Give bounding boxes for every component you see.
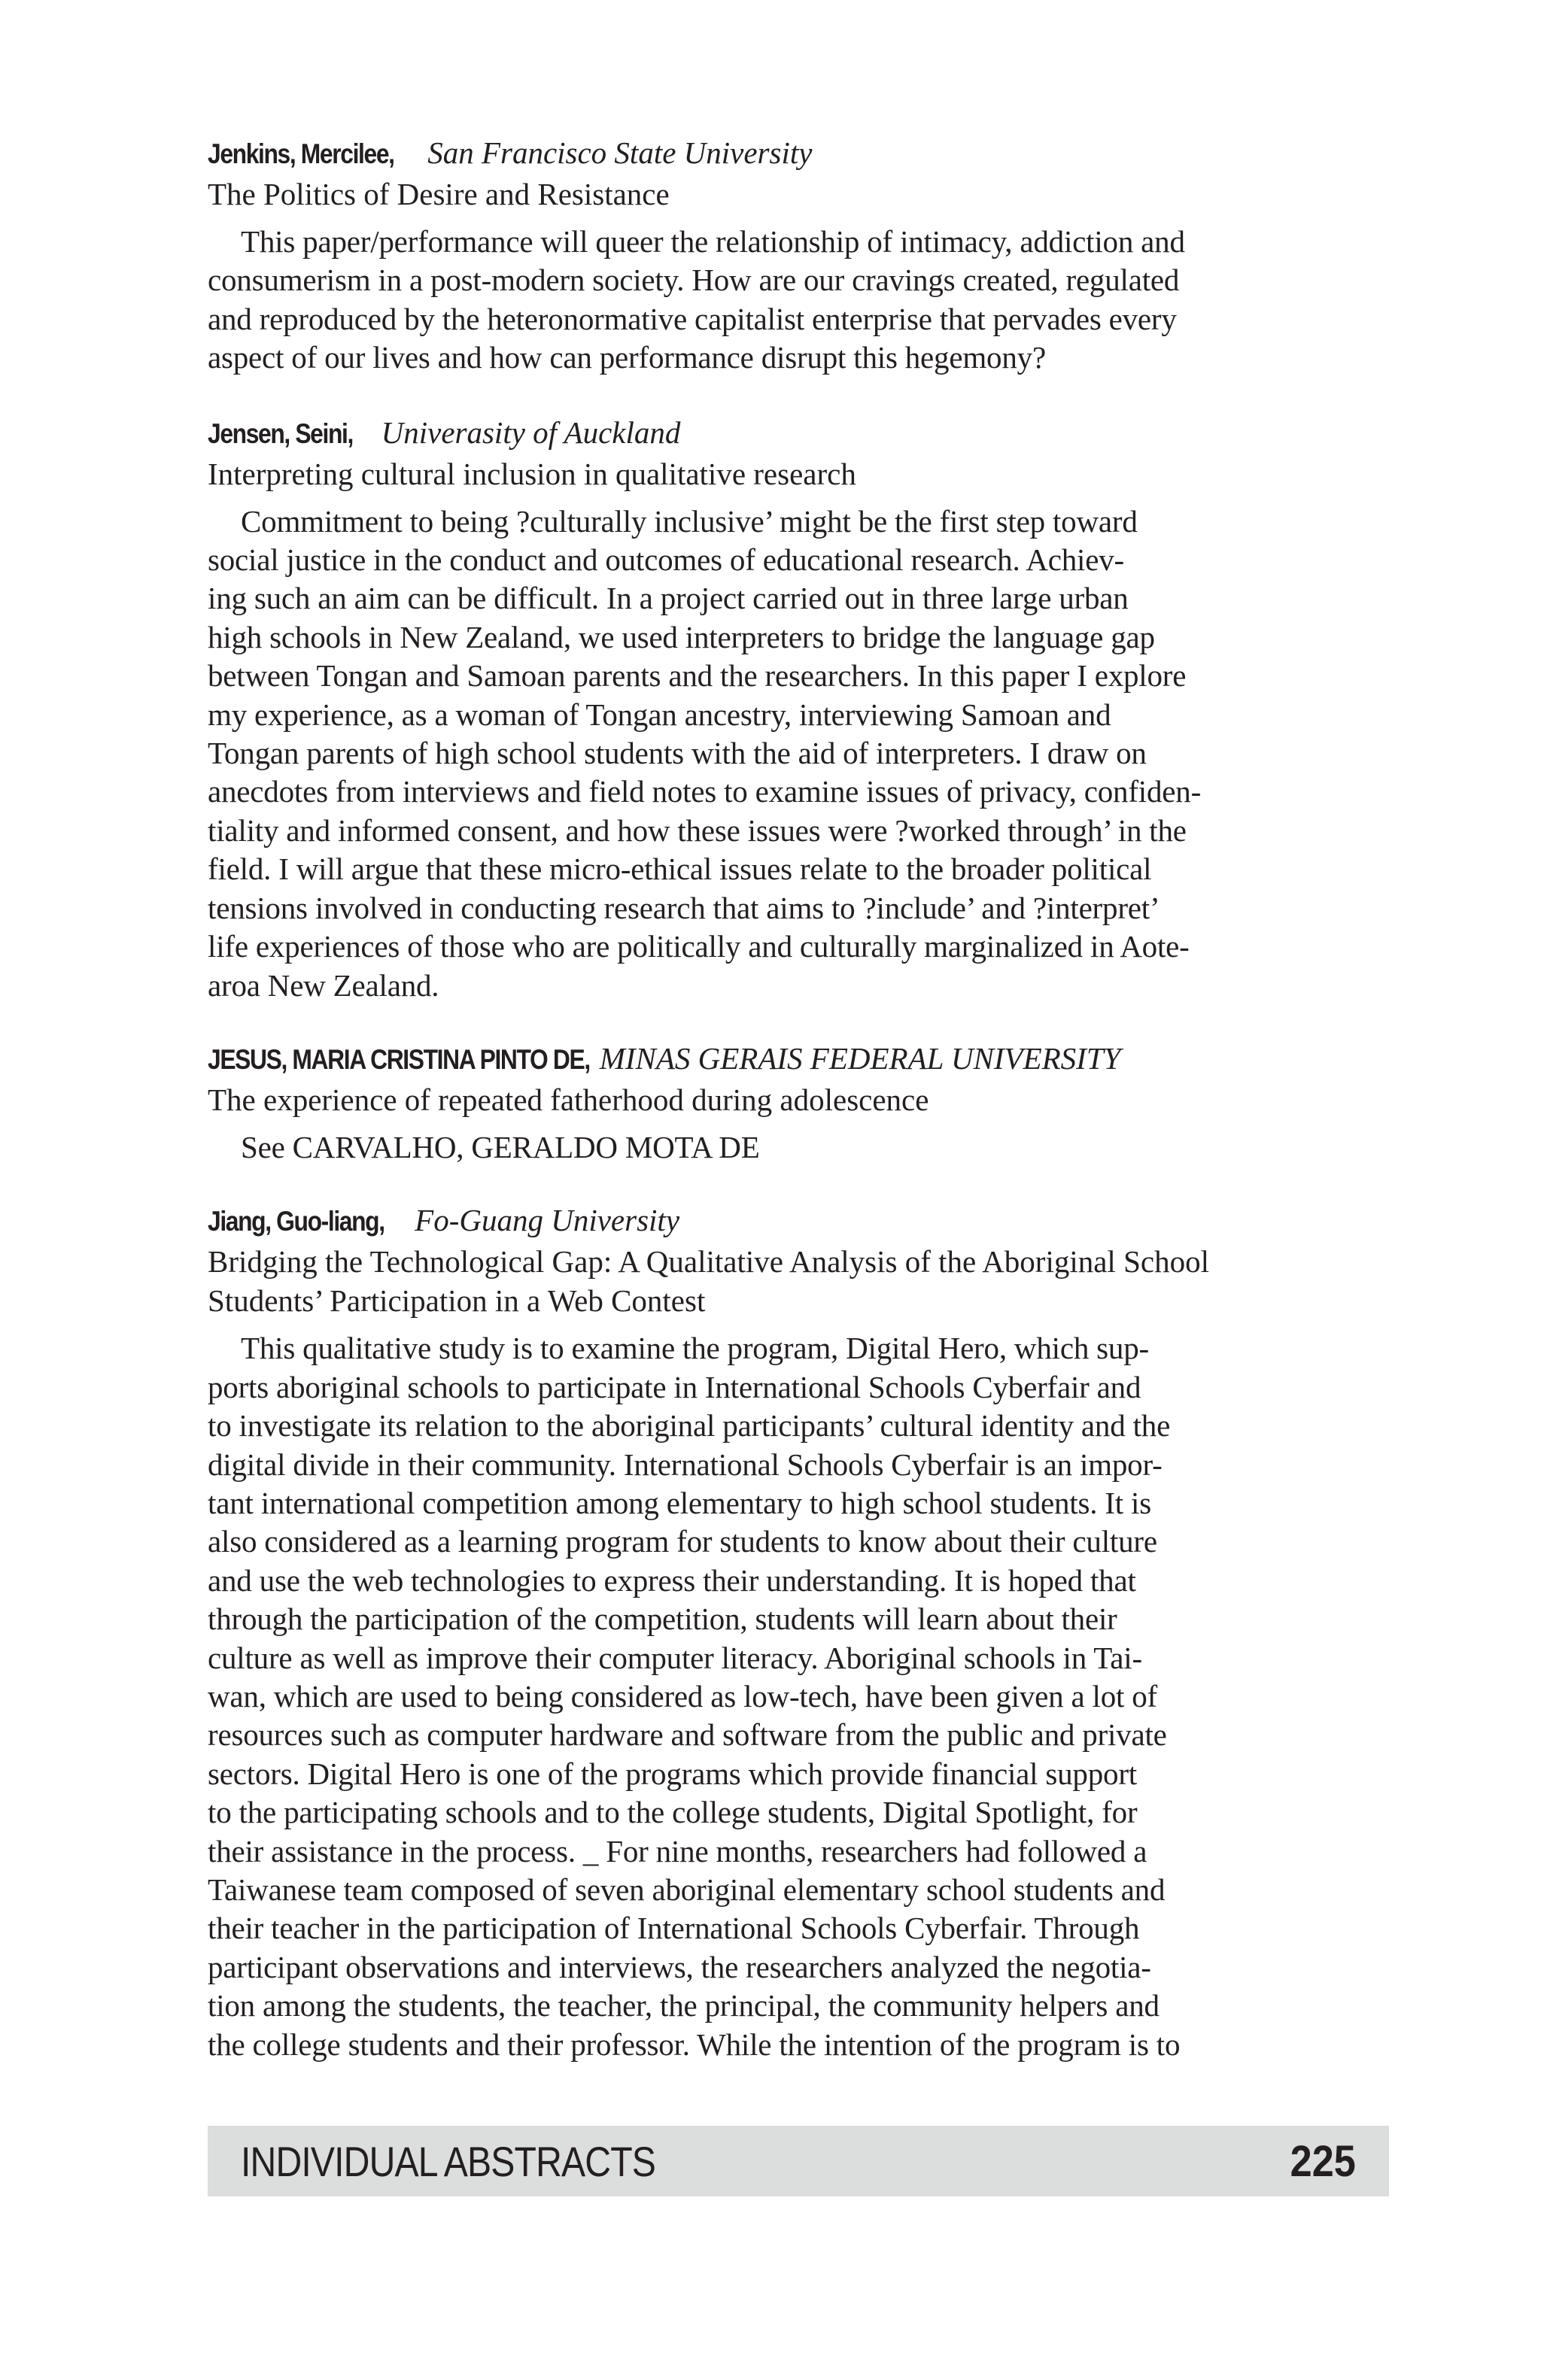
abstract-line: tion among the students, the teacher, the principal, the community helpers and	[208, 1988, 1160, 2023]
abstract-line: aroa New Zealand.	[208, 967, 439, 1003]
abstract-line: through the participation of the competition, students will learn about their	[208, 1601, 1117, 1637]
abstract-line: sectors. Digital Hero is one of the programs which provide financial support	[208, 1756, 1137, 1791]
abstract-line: field. I will argue that these micro-ethical issues relate to the broader political	[208, 852, 1152, 887]
abstract-entry-jesus	[208, 1038, 1389, 1167]
abstract-line: ports aboriginal schools to participate in International Schools Cyberfair and	[208, 1369, 1141, 1404]
abstract-line: social justice in the conduct and outcomes of educational research. Achiev-	[208, 542, 1124, 578]
abstract-line: participant observations and interviews, the researchers analyzed the negotia-	[208, 1949, 1151, 1984]
abstract-line: anecdotes from interviews and field notes to examine issues of privacy, confiden-	[208, 774, 1202, 809]
paper-title: Bridging the Technological Gap: A Qualitative Analysis of the Aboriginal School	[208, 1244, 1209, 1280]
author-name: Jensen, Seini,	[208, 417, 353, 449]
abstract-line: their assistance in the process. _ For nine months, researchers had followed a	[208, 1833, 1147, 1868]
abstract-line: and use the web technologies to express their understanding. It is hoped that	[208, 1562, 1136, 1598]
paper-title: Interpreting cultural inclusion in qualitative research	[208, 456, 856, 491]
abstract-body	[208, 1128, 1389, 1167]
abstract-line: Tongan parents of high school students with the aid of interpreters. I draw on	[208, 736, 1147, 771]
abstract-line: life experiences of those who are politically and culturally marginalized in Aote-	[208, 929, 1190, 964]
abstract-line: digital divide in their community. International Schools Cyberfair is an impor-	[208, 1447, 1163, 1482]
abstract-body	[208, 502, 1389, 1005]
abstract-line: culture as well as improve their computer literacy. Aboriginal schools in Tai-	[208, 1640, 1142, 1675]
abstract-line: between Tongan and Samoan parents and the researchers. In this paper I explore	[208, 658, 1187, 694]
entry-heading	[208, 1200, 1389, 1242]
abstract-line: the college students and their professor. While the intention of the program is to	[208, 2026, 1181, 2062]
abstract-line: This paper/performance will queer the relationship of intimacy, addiction and	[241, 224, 1185, 259]
abstract-line: This qualitative study is to examine the program, Digital Hero, which sup-	[241, 1331, 1149, 1366]
author-name: JESUS, MARIA CRISTINA PINTO DE,	[208, 1043, 590, 1075]
abstract-body	[208, 223, 1389, 378]
section-title: INDIVIDUAL ABSTRACTS	[241, 2137, 656, 2185]
abstract-entry-jensen	[208, 412, 1389, 1005]
abstract-body	[208, 1329, 1389, 2064]
abstract-line: tiality and informed consent, and how these issues were ?worked through’ in the	[208, 812, 1187, 848]
author-affiliation: San Francisco State University	[427, 135, 813, 170]
author-affiliation: Fo-Guang University	[415, 1203, 680, 1238]
abstract-line: my experience, as a woman of Tongan ancestry, interviewing Samoan and	[208, 697, 1111, 732]
paper-title: The Politics of Desire and Resistance	[208, 177, 670, 211]
abstract-line: high schools in New Zealand, we used interpreters to bridge the language gap	[208, 619, 1155, 654]
page-number: 225	[1290, 2136, 1356, 2186]
abstract-line: wan, which are used to being considered as low-tech, have been given a lot of	[208, 1678, 1157, 1714]
abstract-line: resources such as computer hardware and software from the public and private	[208, 1717, 1167, 1753]
abstract-line: also considered as a learning program for students to know about their culture	[208, 1524, 1157, 1559]
page-footer	[208, 2126, 1389, 2196]
entry-heading	[208, 412, 1389, 454]
abstract-line: consumerism in a post-modern society. How are our cravings created, regulated	[208, 263, 1180, 298]
abstract-line: to the participating schools and to the college students, Digital Spotlight, for	[208, 1795, 1138, 1830]
abstracts-page	[208, 132, 1389, 2064]
author-name: Jenkins, Mercilee,	[208, 138, 394, 169]
entry-heading	[208, 132, 1389, 175]
paper-title: The experience of repeated fatherhood during adolescence	[208, 1082, 929, 1117]
author-affiliation: MINAS GERAIS FEDERAL UNIVERSITY	[599, 1040, 1121, 1076]
abstract-line: See CARVALHO, GERALDO MOTA DE	[241, 1129, 760, 1164]
abstract-line: tensions involved in conducting research that aims to ?include’ and ?interpret’	[208, 890, 1160, 925]
abstract-line: to investigate its relation to the aboriginal participants’ cultural identity and the	[208, 1408, 1171, 1443]
abstract-line: aspect of our lives and how can performance disrupt this hegemony?	[208, 340, 1046, 375]
author-name: Jiang, Guo-liang,	[208, 1206, 384, 1237]
abstract-line: their teacher in the participation of International Schools Cyberfair. Through	[208, 1911, 1140, 1946]
abstract-line: Commitment to being ?culturally inclusive’ might be the first step toward	[241, 503, 1138, 539]
abstract-line: and reproduced by the heteronormative capitalist enterprise that pervades every	[208, 301, 1177, 336]
author-affiliation: Univerasity of Auckland	[381, 414, 681, 450]
abstract-entry-jiang	[208, 1200, 1389, 2064]
abstract-entry-jenkins	[208, 132, 1389, 378]
abstract-line: ing such an aim can be difficult. In a project carried out in three large urban	[208, 581, 1129, 616]
paper-title-continued: Students’ Participation in a Web Contest	[208, 1283, 706, 1319]
abstract-line: tant international competition among elementary to high school students. It is	[208, 1485, 1151, 1520]
entry-heading	[208, 1038, 1389, 1080]
abstract-line: Taiwanese team composed of seven aboriginal elementary school students and	[208, 1872, 1166, 1907]
